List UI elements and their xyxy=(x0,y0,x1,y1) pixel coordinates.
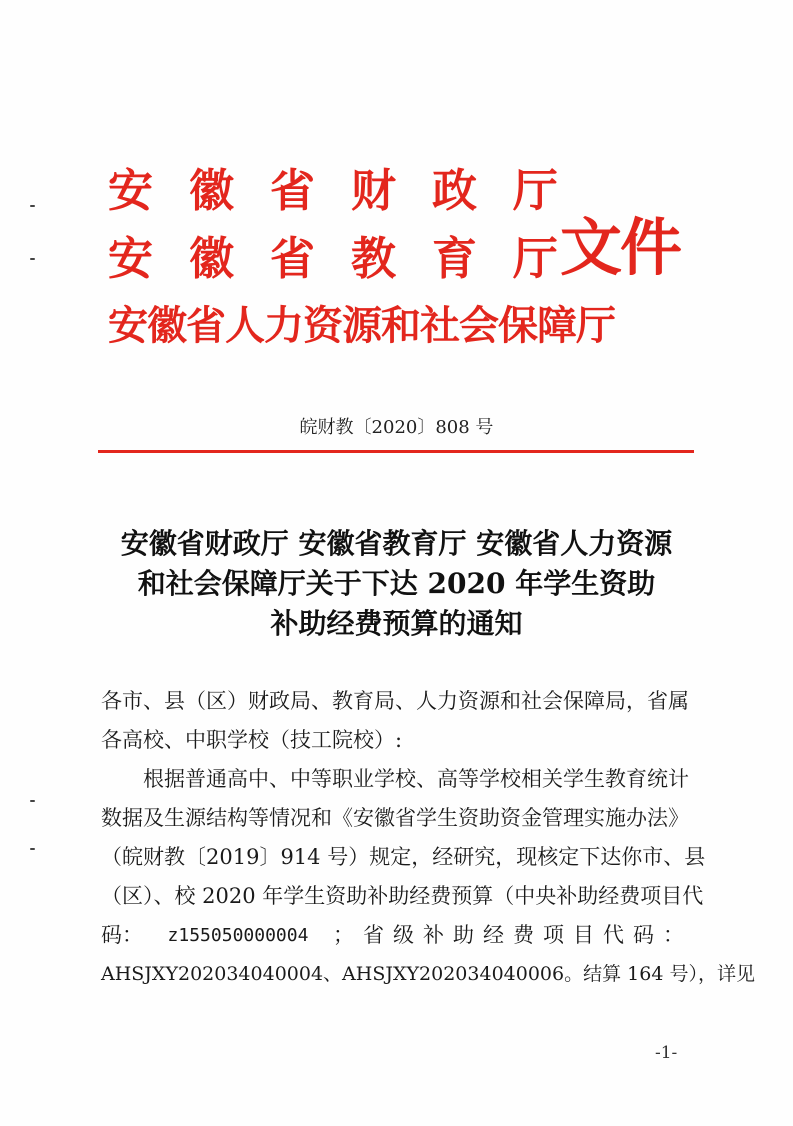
body-line: AHSJXY202034040004、AHSJXY202034040006。结算 164 号），详见 xyxy=(101,963,755,985)
page-number: -1- xyxy=(655,1043,678,1063)
body-line: （区）、校 2020 年学生资助补助经费预算（中央补助经费项目代 xyxy=(101,884,704,908)
scan-speck xyxy=(30,258,35,260)
document-number: 皖财教〔2020〕808 号 xyxy=(299,417,494,438)
issuer-char: 政 xyxy=(431,164,477,217)
central-project-code: z155050000004 xyxy=(167,925,309,946)
body-line: 根据普通高中、中等职业学校、高等学校相关学生教育统计 xyxy=(143,767,689,791)
issuer-education-department xyxy=(108,231,558,287)
title-line: 补助经费预算的通知 xyxy=(270,607,523,640)
header-divider xyxy=(98,450,694,453)
issuer-char: 安 xyxy=(108,164,154,217)
issuer-char: 育 xyxy=(431,232,477,285)
scan-speck xyxy=(30,800,35,802)
document-title xyxy=(60,524,733,644)
scan-speck xyxy=(30,848,35,850)
issuer-char: 省 xyxy=(269,164,315,217)
body-line-project-codes xyxy=(101,916,693,955)
salutation-line: 各高校、中职学校（技工院校）: xyxy=(101,728,403,752)
salutation-line: 各市、县（区）财政局、教育局、人力资源和社会保障局，省属 xyxy=(101,689,689,713)
issuer-char: 安 xyxy=(108,232,154,285)
issuer-char: 厅 xyxy=(512,164,558,217)
body-line: （皖财教〔2019〕914 号）规定，经研究，现核定下达你市、县 xyxy=(101,845,706,869)
document-type-label: 文件 xyxy=(560,211,681,284)
issuer-char: 徽 xyxy=(188,232,234,285)
issuer-finance-department xyxy=(108,163,558,219)
issuer-char: 省 xyxy=(269,232,315,285)
body-line: 数据及生源结构等情况和《安徽省学生资助资金管理实施办法》 xyxy=(101,806,689,830)
issuer-char: 厅 xyxy=(512,232,558,285)
issuer-hr-department: 安徽省人力资源和社会保障厅 xyxy=(108,302,615,349)
issuer-char: 徽 xyxy=(188,164,234,217)
code-label: 码： xyxy=(101,923,143,947)
title-line: 和社会保障厅关于下达 2020 年学生资助 xyxy=(137,567,656,600)
document-body xyxy=(101,682,755,994)
issuer-char: 财 xyxy=(350,164,396,217)
title-line: 安徽省财政厅 安徽省教育厅 安徽省人力资源 xyxy=(120,527,673,560)
scan-speck xyxy=(30,205,35,207)
issuer-char: 教 xyxy=(350,232,396,285)
code-label: ；省级补助经费项目代码： xyxy=(332,923,693,947)
